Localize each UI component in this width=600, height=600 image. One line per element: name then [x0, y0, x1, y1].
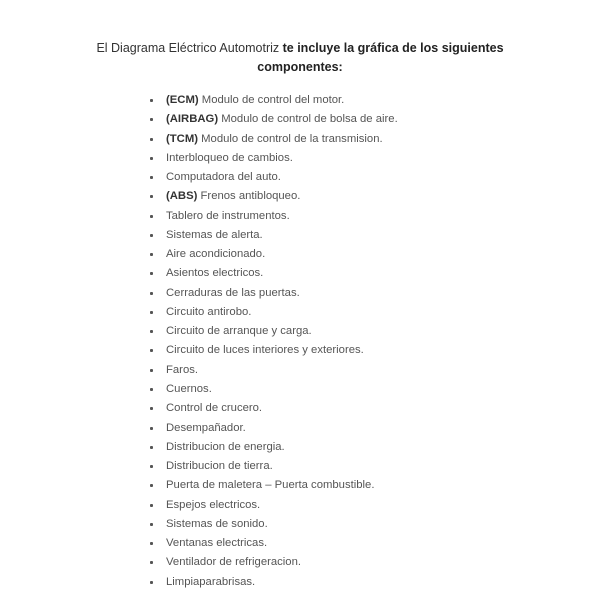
list-item [150, 322, 398, 341]
list-item [150, 515, 398, 534]
list-item [150, 341, 398, 360]
list-item [150, 168, 398, 187]
item-abbrev: (TCM) [166, 132, 198, 145]
item-text: Desempañador. [166, 421, 246, 434]
item-text: Ventilador de refrigeracion. [166, 556, 302, 569]
components-list [150, 91, 398, 592]
item-abbrev: (AIRBAG) [166, 113, 219, 126]
item-text: Limpiaparabrisas. [166, 575, 256, 588]
item-text: Distribucion de tierra. [166, 460, 273, 473]
list-item [150, 419, 398, 438]
item-text: Modulo de control del motor. [198, 94, 345, 106]
list-item [150, 91, 398, 110]
list-item [150, 380, 398, 399]
item-text: Espejos electricos. [166, 498, 261, 511]
list-item [150, 264, 398, 283]
list-item [150, 245, 398, 264]
heading [60, 39, 540, 77]
heading-normal: El Diagrama Eléctrico Automotriz [96, 41, 283, 55]
list-item [150, 207, 398, 226]
item-text: Faros. [166, 363, 199, 376]
item-text: Aire acondicionado. [166, 248, 266, 261]
item-abbrev: (ECM) [166, 94, 199, 106]
item-text: Interbloqueo de cambios. [166, 151, 293, 164]
list-item [150, 226, 398, 245]
list-item [150, 284, 398, 303]
item-abbrev: (ABS) [166, 190, 198, 203]
list-item [150, 573, 398, 592]
item-text: Computadora del auto. [166, 171, 281, 184]
list-item [150, 553, 398, 572]
item-text: Modulo de control de la transmision. [198, 132, 383, 145]
list-item [150, 303, 398, 322]
item-text: Cuernos. [166, 382, 212, 395]
list-item [150, 110, 398, 129]
list-item [150, 187, 398, 206]
list-item [150, 496, 398, 515]
item-text: Control de crucero. [166, 402, 263, 415]
list-item [150, 399, 398, 418]
item-text: Distribucion de energia. [166, 440, 285, 453]
item-text: Asientos electricos. [166, 267, 264, 280]
item-text: Circuito de arranque y carga. [166, 325, 312, 338]
heading-bold: te incluye la gráfica de los siguientes componentes: [257, 41, 504, 74]
item-text: Ventanas electricas. [166, 537, 268, 550]
item-text: Cerraduras de las puertas. [166, 286, 300, 299]
list-item [150, 534, 398, 553]
item-text: Tablero de instrumentos. [166, 209, 290, 222]
item-text: Modulo de control de bolsa de aire. [218, 113, 398, 126]
item-text: Sistemas de sonido. [166, 517, 268, 530]
item-text: Puerta de maletera – Puerta combustible. [166, 479, 375, 492]
list-item [150, 438, 398, 457]
list-item [150, 457, 398, 476]
item-text: Frenos antibloqueo. [197, 190, 301, 203]
list-item [150, 476, 398, 495]
list-item [150, 149, 398, 168]
item-text: Circuito antirobo. [166, 305, 252, 318]
list-item [150, 361, 398, 380]
item-text: Sistemas de alerta. [166, 228, 263, 241]
list-item [150, 130, 398, 149]
item-text: Circuito de luces interiores y exteriores. [166, 344, 364, 357]
